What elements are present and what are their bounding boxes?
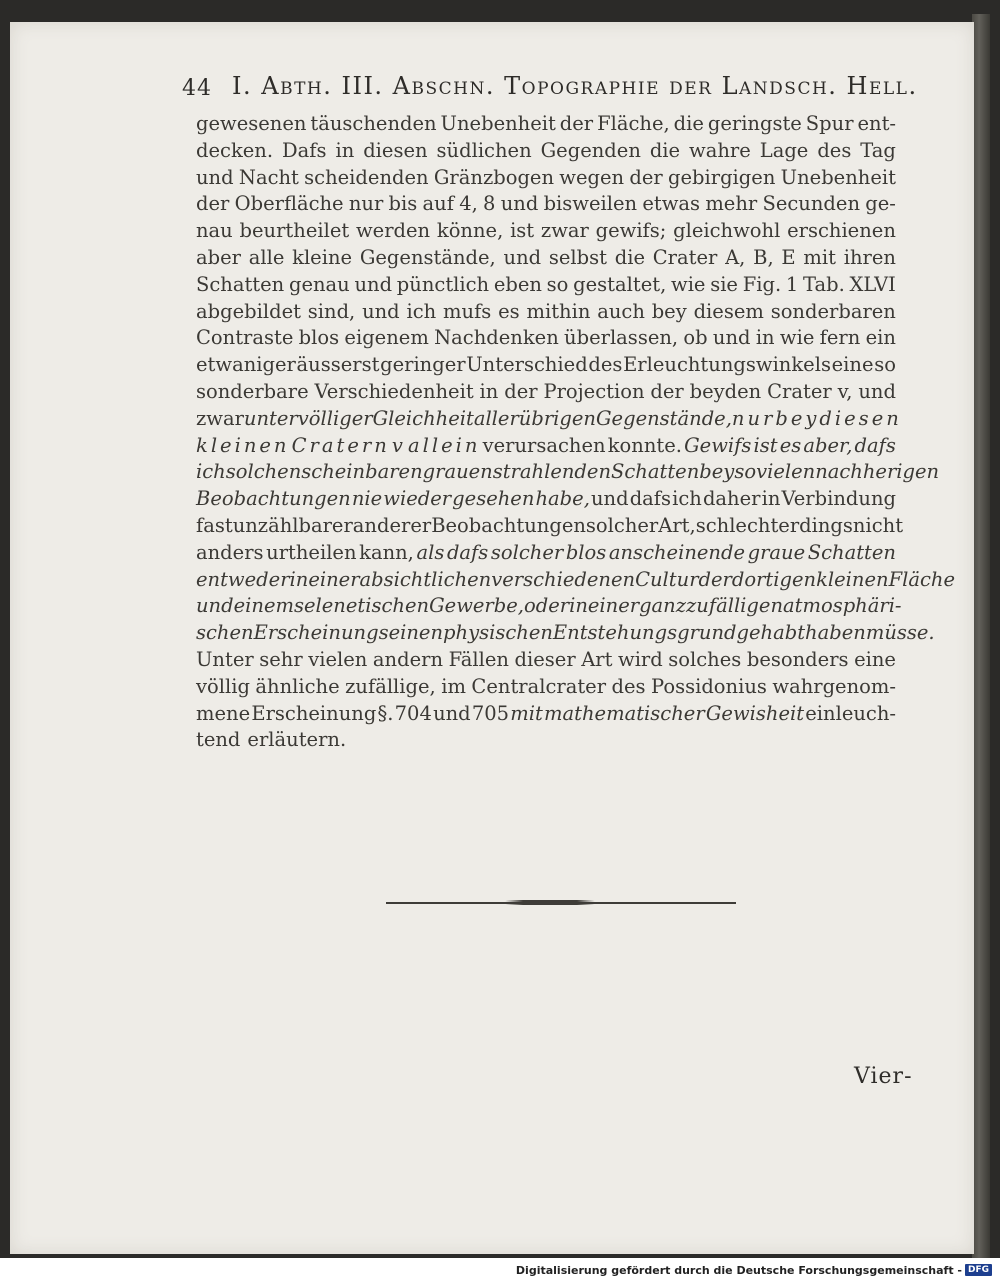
word: kleinen <box>816 567 889 591</box>
word: in <box>335 138 355 162</box>
word: urtheilen <box>266 540 357 564</box>
word: mit <box>803 245 836 269</box>
word: §. <box>377 701 394 725</box>
word: südlichen <box>436 138 532 162</box>
word: pünctlich <box>396 272 490 296</box>
word: Erleuchtungswinkels <box>623 353 831 377</box>
word: Tab. <box>803 272 845 296</box>
word: Lage <box>759 138 809 162</box>
word: blos <box>565 540 607 564</box>
word: entweder <box>196 567 290 591</box>
word: erläutern. <box>247 728 347 752</box>
word: Nacht <box>238 165 299 189</box>
word: wie <box>671 272 706 296</box>
text-line <box>196 593 902 620</box>
word: grauen <box>422 460 493 484</box>
word: und <box>500 192 539 216</box>
word: eigenem <box>344 326 429 350</box>
word: es <box>498 299 520 323</box>
text-line <box>196 540 896 567</box>
word: wie <box>779 326 815 350</box>
word: nachherigen <box>815 460 940 484</box>
word: ist <box>510 219 535 243</box>
word: XLVI <box>849 272 896 296</box>
word: zwar <box>540 219 589 243</box>
word: des <box>588 353 623 377</box>
word: Gegenstände, <box>359 245 496 269</box>
word: unter <box>243 406 298 430</box>
word: vielen <box>756 460 816 484</box>
word: Beobachtungen <box>431 513 586 537</box>
word: und <box>503 245 542 269</box>
word: ich <box>406 299 437 323</box>
word: übrigen <box>518 406 596 430</box>
word: selenetischen <box>293 594 430 618</box>
word: Beobachtungen <box>196 487 351 511</box>
word: oder <box>523 594 570 618</box>
text-line <box>196 245 896 272</box>
word: kann, <box>359 540 414 564</box>
word: wird <box>618 647 663 671</box>
word: und <box>354 272 393 296</box>
word: Centralcrater <box>471 674 607 698</box>
word: vielen <box>308 647 368 671</box>
running-head: I. Abth. III. Abschn. Topographie der Landsch. Hell. <box>232 72 918 100</box>
word: einleuch- <box>805 701 896 725</box>
word: der <box>698 567 732 591</box>
book-spine-edge <box>972 14 990 1258</box>
word: selbst <box>548 245 607 269</box>
word: nau <box>196 219 233 243</box>
word: ein <box>865 326 896 350</box>
word: und <box>196 165 234 189</box>
word: diesen <box>819 406 902 430</box>
word: sind, <box>307 299 356 323</box>
word: und <box>196 594 234 618</box>
word: so <box>734 460 757 484</box>
word: decken. <box>196 138 274 162</box>
word: müsse. <box>865 621 935 645</box>
word: Unebenheit <box>440 112 556 135</box>
word: äusserst <box>296 353 380 377</box>
word: wegen <box>559 165 625 189</box>
word: so <box>546 272 569 296</box>
word: Gewifs <box>684 433 752 457</box>
word: kleinen <box>196 433 290 457</box>
word: völlig <box>196 674 250 698</box>
word: mathematischer <box>544 701 705 725</box>
word: erschienen <box>787 219 896 243</box>
word: solches <box>668 647 742 671</box>
word: Fläche, <box>597 112 670 135</box>
word: könne, <box>436 219 504 243</box>
word: Erscheinung <box>253 621 379 645</box>
word: der <box>504 379 538 403</box>
text-line <box>196 218 896 245</box>
word: gebirgigen <box>668 165 776 189</box>
word: besonders <box>746 647 849 671</box>
catchword: Vier- <box>854 1064 913 1089</box>
text-line <box>196 727 896 754</box>
word: es <box>779 433 802 457</box>
word: die <box>673 112 704 135</box>
word: schlechterdings <box>695 513 853 537</box>
word: dafs <box>629 487 672 511</box>
word: in <box>289 567 309 591</box>
word: v <box>391 433 406 457</box>
text-line <box>196 111 896 138</box>
word: Gewisheit <box>705 701 805 725</box>
word: anderer <box>352 513 432 537</box>
word: 704 <box>394 701 432 725</box>
word: unzählbarer <box>232 513 353 537</box>
word: bis <box>388 192 418 216</box>
word: Gleichheit <box>372 406 474 430</box>
word: diesen <box>363 138 428 162</box>
word: ähnliche <box>255 674 340 698</box>
word: und <box>433 701 471 725</box>
word: Art, <box>658 513 696 537</box>
text-line <box>196 433 896 460</box>
word: Unterschied <box>466 353 588 377</box>
word: nur <box>731 406 776 430</box>
word: sonderbare <box>196 379 309 403</box>
word: nie <box>351 487 383 511</box>
word: schen <box>196 621 254 645</box>
word: mit <box>510 701 543 725</box>
word: einer <box>308 567 360 591</box>
text-line <box>196 486 896 513</box>
word: Gränzbogen <box>433 165 555 189</box>
text-line <box>196 459 940 486</box>
word: ihren <box>843 245 896 269</box>
word: blos <box>298 326 340 350</box>
word: mene <box>196 701 251 725</box>
word: strahlenden <box>492 460 612 484</box>
word: im <box>441 674 466 698</box>
word: mehr <box>705 192 758 216</box>
word: alle <box>248 245 285 269</box>
word: überlassen, <box>564 326 679 350</box>
word: abgebildet <box>196 299 301 323</box>
word: Gegenden <box>540 138 641 162</box>
word: aber <box>196 245 241 269</box>
word: Contraste <box>196 326 294 350</box>
word: Verschiedenheit <box>314 379 474 403</box>
word: die <box>649 138 681 162</box>
word: gestaltet, <box>573 272 667 296</box>
word: Spur <box>805 112 854 135</box>
word: dortigen <box>731 567 817 591</box>
word: physischen <box>443 621 553 645</box>
word: in <box>479 379 499 403</box>
word: Fig. <box>742 272 782 296</box>
text-line <box>196 406 902 433</box>
word: verursachen <box>482 433 606 457</box>
word: mithin <box>526 299 591 323</box>
word: allein <box>408 433 481 457</box>
word: des <box>817 138 852 162</box>
word: Schatten <box>807 540 896 564</box>
word: andern <box>372 647 444 671</box>
word: solchen <box>225 460 302 484</box>
word: Erscheinung <box>251 701 377 725</box>
word: bey <box>775 406 820 430</box>
word: 8 <box>483 192 496 216</box>
word: Possidonius <box>651 674 767 698</box>
word: eben <box>493 272 542 296</box>
word: daher <box>702 487 761 511</box>
word: eine <box>854 647 896 671</box>
word: Secunden <box>762 192 861 216</box>
word: dieser <box>514 647 576 671</box>
word: v, <box>837 379 853 403</box>
word: in <box>755 326 775 350</box>
word: ich <box>672 487 702 511</box>
word: sehr <box>259 647 303 671</box>
text-line <box>196 701 896 728</box>
word: geringste <box>707 112 802 135</box>
word: diesem <box>693 299 764 323</box>
word: Dafs <box>282 138 327 162</box>
word: so <box>874 353 896 377</box>
word: Fläche <box>888 567 955 591</box>
word: konnte. <box>607 433 682 457</box>
word: Gegenstände, <box>595 406 732 430</box>
word: Unter <box>196 647 254 671</box>
word: tend <box>196 728 241 752</box>
word: scheidenden <box>304 165 429 189</box>
word: fern <box>819 326 861 350</box>
word: fast <box>196 513 233 537</box>
word: Schatten <box>196 272 285 296</box>
word: beurtheilet <box>239 219 350 243</box>
text-line <box>196 138 896 165</box>
word: Cultur <box>635 567 699 591</box>
word: anders <box>196 540 264 564</box>
divider-ornament <box>505 900 595 905</box>
text-line <box>196 352 896 379</box>
word: Tag <box>860 138 896 162</box>
text-line <box>196 165 896 192</box>
word: des <box>611 674 646 698</box>
word: mufs <box>443 299 492 323</box>
word: Gewerbe, <box>429 594 524 618</box>
word: Cratern <box>291 433 390 457</box>
word: wahre <box>689 138 751 162</box>
word: Nachdenken <box>434 326 559 350</box>
word: Crater <box>652 245 718 269</box>
word: Verbindung <box>781 487 896 511</box>
word: der <box>629 165 663 189</box>
word: nicht <box>852 513 904 537</box>
word: geringer <box>380 353 466 377</box>
word: einem <box>233 594 294 618</box>
digitization-footer <box>516 1262 992 1278</box>
page-number: 44 <box>182 76 212 101</box>
word: auch <box>597 299 645 323</box>
word: Unebenheit <box>780 165 896 189</box>
text-line <box>196 325 896 352</box>
word: verschiedenen <box>491 567 636 591</box>
word: zufällige, <box>345 674 436 698</box>
word: haben <box>805 621 866 645</box>
word: der <box>559 112 594 135</box>
text-line <box>196 674 896 701</box>
word: scheinbaren <box>301 460 423 484</box>
text-line <box>196 299 896 326</box>
footer-text: Digitalisierung gefördert durch die Deutsche Forschungsgemeinschaft - <box>515 1263 962 1277</box>
word: 1 <box>785 272 799 296</box>
word: dafs <box>854 433 896 457</box>
word: werden <box>355 219 431 243</box>
word: etwaniger <box>196 353 296 377</box>
body-text <box>196 111 955 754</box>
text-line <box>196 513 904 540</box>
word: sie <box>710 272 738 296</box>
word: Schatten <box>611 460 700 484</box>
word: ent- <box>857 112 896 135</box>
word: der <box>650 379 684 403</box>
word: gewesenen <box>196 112 307 135</box>
word: in <box>761 487 781 511</box>
word: ich <box>196 460 226 484</box>
word: etwas <box>642 192 701 216</box>
word: habe, <box>535 487 590 511</box>
word: atmosphäri- <box>783 594 902 618</box>
word: ob <box>683 326 708 350</box>
text-line <box>196 647 896 674</box>
word: kleine <box>292 245 353 269</box>
word: A, <box>725 245 746 269</box>
word: einer <box>587 594 640 618</box>
word: anscheinende <box>608 540 746 564</box>
word: solcher <box>585 513 659 537</box>
word: sonderbaren <box>770 299 896 323</box>
word: die <box>614 245 646 269</box>
word: täuschenden <box>310 112 437 135</box>
word: 4, <box>459 192 478 216</box>
word: gewifs; <box>595 219 667 243</box>
word: beyden <box>689 379 762 403</box>
word: und <box>362 299 400 323</box>
word: völliger <box>297 406 373 430</box>
word: zwar <box>196 406 244 430</box>
word: Projection <box>543 379 645 403</box>
word: zufälligen <box>686 594 783 618</box>
word: aber, <box>803 433 853 457</box>
text-line <box>196 620 935 647</box>
dfg-logo: DFG <box>965 1264 992 1276</box>
word: seinen <box>378 621 444 645</box>
word: Fällen <box>448 647 509 671</box>
word: 705 <box>471 701 510 725</box>
word: gehabt <box>736 621 806 645</box>
word: E <box>781 245 796 269</box>
word: als <box>416 540 445 564</box>
page-header <box>182 70 918 110</box>
word: ge- <box>865 192 896 216</box>
text-line <box>196 567 955 594</box>
word: dafs <box>446 540 489 564</box>
word: absichtlichen <box>359 567 492 591</box>
word: wahrgenom- <box>772 674 896 698</box>
word: und <box>591 487 629 511</box>
word: genau <box>288 272 350 296</box>
word: eine <box>831 353 874 377</box>
word: auf <box>422 192 454 216</box>
word: gesehen <box>452 487 535 511</box>
word: solcher <box>490 540 564 564</box>
word: bey <box>651 299 687 323</box>
text-line <box>196 191 896 218</box>
word: Crater <box>767 379 832 403</box>
text-line <box>196 272 896 299</box>
word: der <box>196 192 230 216</box>
text-line <box>196 379 896 406</box>
word: gleichwohl <box>673 219 781 243</box>
word: bey <box>699 460 735 484</box>
word: in <box>569 594 588 618</box>
word: bisweilen <box>543 192 638 216</box>
word: nur <box>348 192 384 216</box>
word: und <box>858 379 896 403</box>
word: und <box>712 326 751 350</box>
word: graue <box>747 540 806 564</box>
word: Entstehungsgrund <box>552 621 737 645</box>
word: ganz <box>639 594 687 618</box>
word: Oberfläche <box>234 192 344 216</box>
word: ist <box>753 433 778 457</box>
word: aller <box>473 406 519 430</box>
word: B, <box>753 245 774 269</box>
word: Art <box>581 647 613 671</box>
word: wieder <box>383 487 452 511</box>
